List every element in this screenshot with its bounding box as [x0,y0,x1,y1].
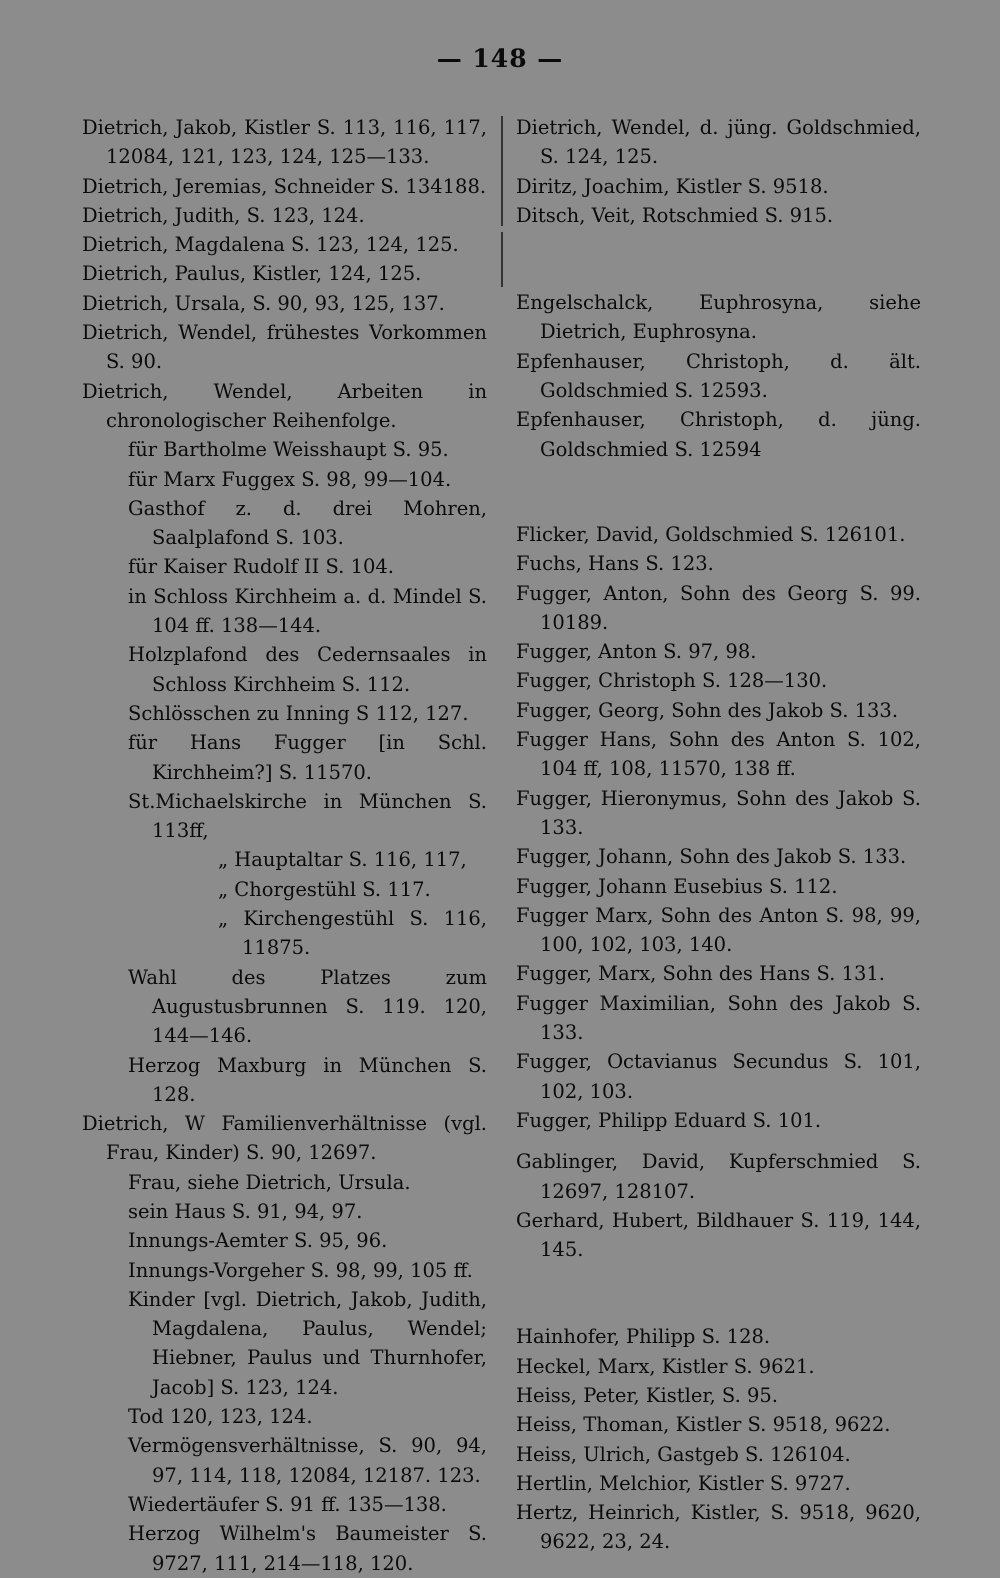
index-entry: Dietrich, Paulus, Kistler, 124, 125. [82,262,422,286]
index-entry: Hainhofer, Philipp S. 128. [516,1325,771,1349]
index-subentry: Kinder [vgl. Dietrich, Jakob, Judith, Magdalena, Paulus, Wendel; Hiebner, Paulus und Thurnhofer, Jacob] S. 123, 124. [128,1287,487,1399]
index-group-f [516,520,921,1135]
index-entry: Dietrich, W Familienverhältnisse (vgl. Frau, Kinder) S. 90, 12697. [82,1112,487,1165]
index-subentry: für Hans Fugger [in Schl. Kirchheim?] S. 11570. [128,731,487,784]
index-subentry: „ Chorgestühl S. 117. [218,877,431,901]
index-entry: Gerhard, Hubert, Bildhauer S. 119, 144, 145. [516,1208,921,1262]
index-subentry: St.Michaelskirche in München S. 113ff, [128,789,487,843]
index-subentry: Wiedertäufer S. 91 ff. 135—138. [128,1492,447,1516]
index-entry: Hertlin, Melchior, Kistler S. 9727. [516,1471,851,1495]
index-entry: Dietrich, Wendel, frühestes Vorkommen S. 90. [82,321,487,374]
index-entry: Heiss, Ulrich, Gastgeb S. 126104. [516,1442,851,1466]
index-subentry: Schlösschen zu Inning S 112, 127. [128,701,469,725]
index-subentry: für Bartholme Weisshaupt S. 95. [128,438,449,462]
index-entry: Fugger Hans, Sohn des Anton S. 102, 104 ff, 108, 11570, 138 ff. [516,728,921,781]
index-entry: Fugger, Hieronymus, Sohn des Jakob S. 133. [516,786,921,839]
index-entry: Fugger, Anton, Sohn des Georg S. 99. 10189. [516,581,921,634]
index-subentry: Wahl des Platzes zum Augustusbrunnen S. 119. 120, 144—146. [128,965,487,1048]
index-group-g [516,1147,921,1264]
index-entry: Engelschalck, Euphrosyna, siehe Dietrich, Euphrosyna. [516,291,921,344]
index-entry: Dietrich, Magdalena S. 123, 124, 125. [82,233,459,257]
index-entry: Fugger Maximilian, Sohn des Jakob S. 133. [516,991,921,1045]
index-subentry: Tod 120, 123, 124. [128,1405,313,1429]
index-entry: Dietrich, Jakob, Kistler S. 113, 116, 117, 12084, 121, 123, 124, 125—133. [82,116,487,169]
index-group-h [516,1322,921,1556]
index-entry: Fugger, Johann, Sohn des Jakob S. 133. [516,845,907,869]
column-divider-upper [501,116,503,226]
section-gap [516,1135,921,1147]
index-entry: Dietrich, Jeremias, Schneider S. 134188. [82,174,487,198]
index-subentry: Gasthof z. d. drei Mohren, Saalplafond S. 103. [128,496,487,550]
index-subentry: Herzog Maxburg in München S. 128. [128,1053,487,1106]
index-entry: Gablinger, David, Kupferschmied S. 12697, 128107. [516,1150,921,1203]
index-subentry: Vermögensverhältnisse, S. 90, 94, 97, 114, 118, 12084, 12187. 123. [128,1434,487,1487]
index-subentry: Frau, siehe Dietrich, Ursula. [128,1170,411,1194]
index-entry: Fuchs, Hans S. 123. [516,552,714,576]
index-group-d [516,113,921,230]
index-subentry: „ Hauptaltar S. 116, 117, [218,848,467,872]
index-entry: Heiss, Peter, Kistler, S. 95. [516,1383,779,1407]
index-entry: Fugger, Christoph S. 128—130. [516,669,828,693]
index-entry: Fugger, Anton S. 97, 98. [516,640,757,664]
index-entry: Hertz, Heinrich, Kistler, S. 9518, 9620, 9622, 23, 24. [516,1501,921,1554]
index-entry: Fugger, Octavianus Secundus S. 101, 102, 103. [516,1050,921,1103]
index-subentry: „ Kirchengestühl S. 116, 11875. [218,907,487,960]
section-gap [516,464,921,520]
index-entry: Fugger, Georg, Sohn des Jakob S. 133. [516,698,899,722]
index-entry: Dietrich, Wendel, Arbeiten in chronologischer Reihenfolge. [82,379,487,432]
index-entry: Dietrich, Ursala, S. 90, 93, 125, 137. [82,291,445,315]
index-entry: Heiss, Thoman, Kistler S. 9518, 9622. [516,1413,891,1437]
index-entry: Epfenhauser, Christoph, d. ält. Goldschmied S. 12593. [516,349,921,403]
index-entry: Flicker, David, Goldschmied S. 126101. [516,522,906,546]
right-column [516,113,921,1557]
column-divider-lower [501,232,503,287]
index-entry: Fugger Marx, Sohn des Anton S. 98, 99, 100, 102, 103, 140. [516,903,921,957]
left-column [82,113,487,1578]
index-entry: Epfenhauser, Christoph, d. jüng. Goldschmied S. 12594 [516,408,921,461]
index-entry: Dietrich, Judith, S. 123, 124. [82,203,365,227]
index-subentry: in Schloss Kirchheim a. d. Mindel S. 104 ff. 138—144. [128,584,487,638]
index-subentry: Innungs-Aemter S. 95, 96. [128,1229,388,1253]
index-subentry: Innungs-Vorgeher S. 98, 99, 105 ff. [128,1258,473,1282]
index-entry: Fugger, Johann Eusebius S. 112. [516,874,838,898]
index-group-e [516,288,921,464]
page-number: — 148 — [436,44,564,73]
section-gap [516,1264,921,1322]
index-entry: Ditsch, Veit, Rotschmied S. 915. [516,203,834,227]
index-subentry: für Kaiser Rudolf II S. 104. [128,555,394,579]
index-entry: Heckel, Marx, Kistler S. 9621. [516,1354,815,1378]
index-subentry: sein Haus S. 91, 94, 97. [128,1199,363,1223]
index-subentry: Holzplafond des Cedernsaales in Schloss Kirchheim S. 112. [128,643,487,696]
index-entry: Fugger, Philipp Eduard S. 101. [516,1108,822,1132]
index-subentry: für Marx Fuggex S. 98, 99—104. [128,467,452,491]
index-entry: Fugger, Marx, Sohn des Hans S. 131. [516,962,885,986]
index-subentry: Herzog Wilhelm's Baumeister S. 9727, 111, 214—118, 120. [128,1522,487,1575]
section-gap [516,230,921,288]
index-entry: Dietrich, Wendel, d. jüng. Goldschmied, S. 124, 125. [516,116,921,169]
index-entry: Diritz, Joachim, Kistler S. 9518. [516,174,829,198]
